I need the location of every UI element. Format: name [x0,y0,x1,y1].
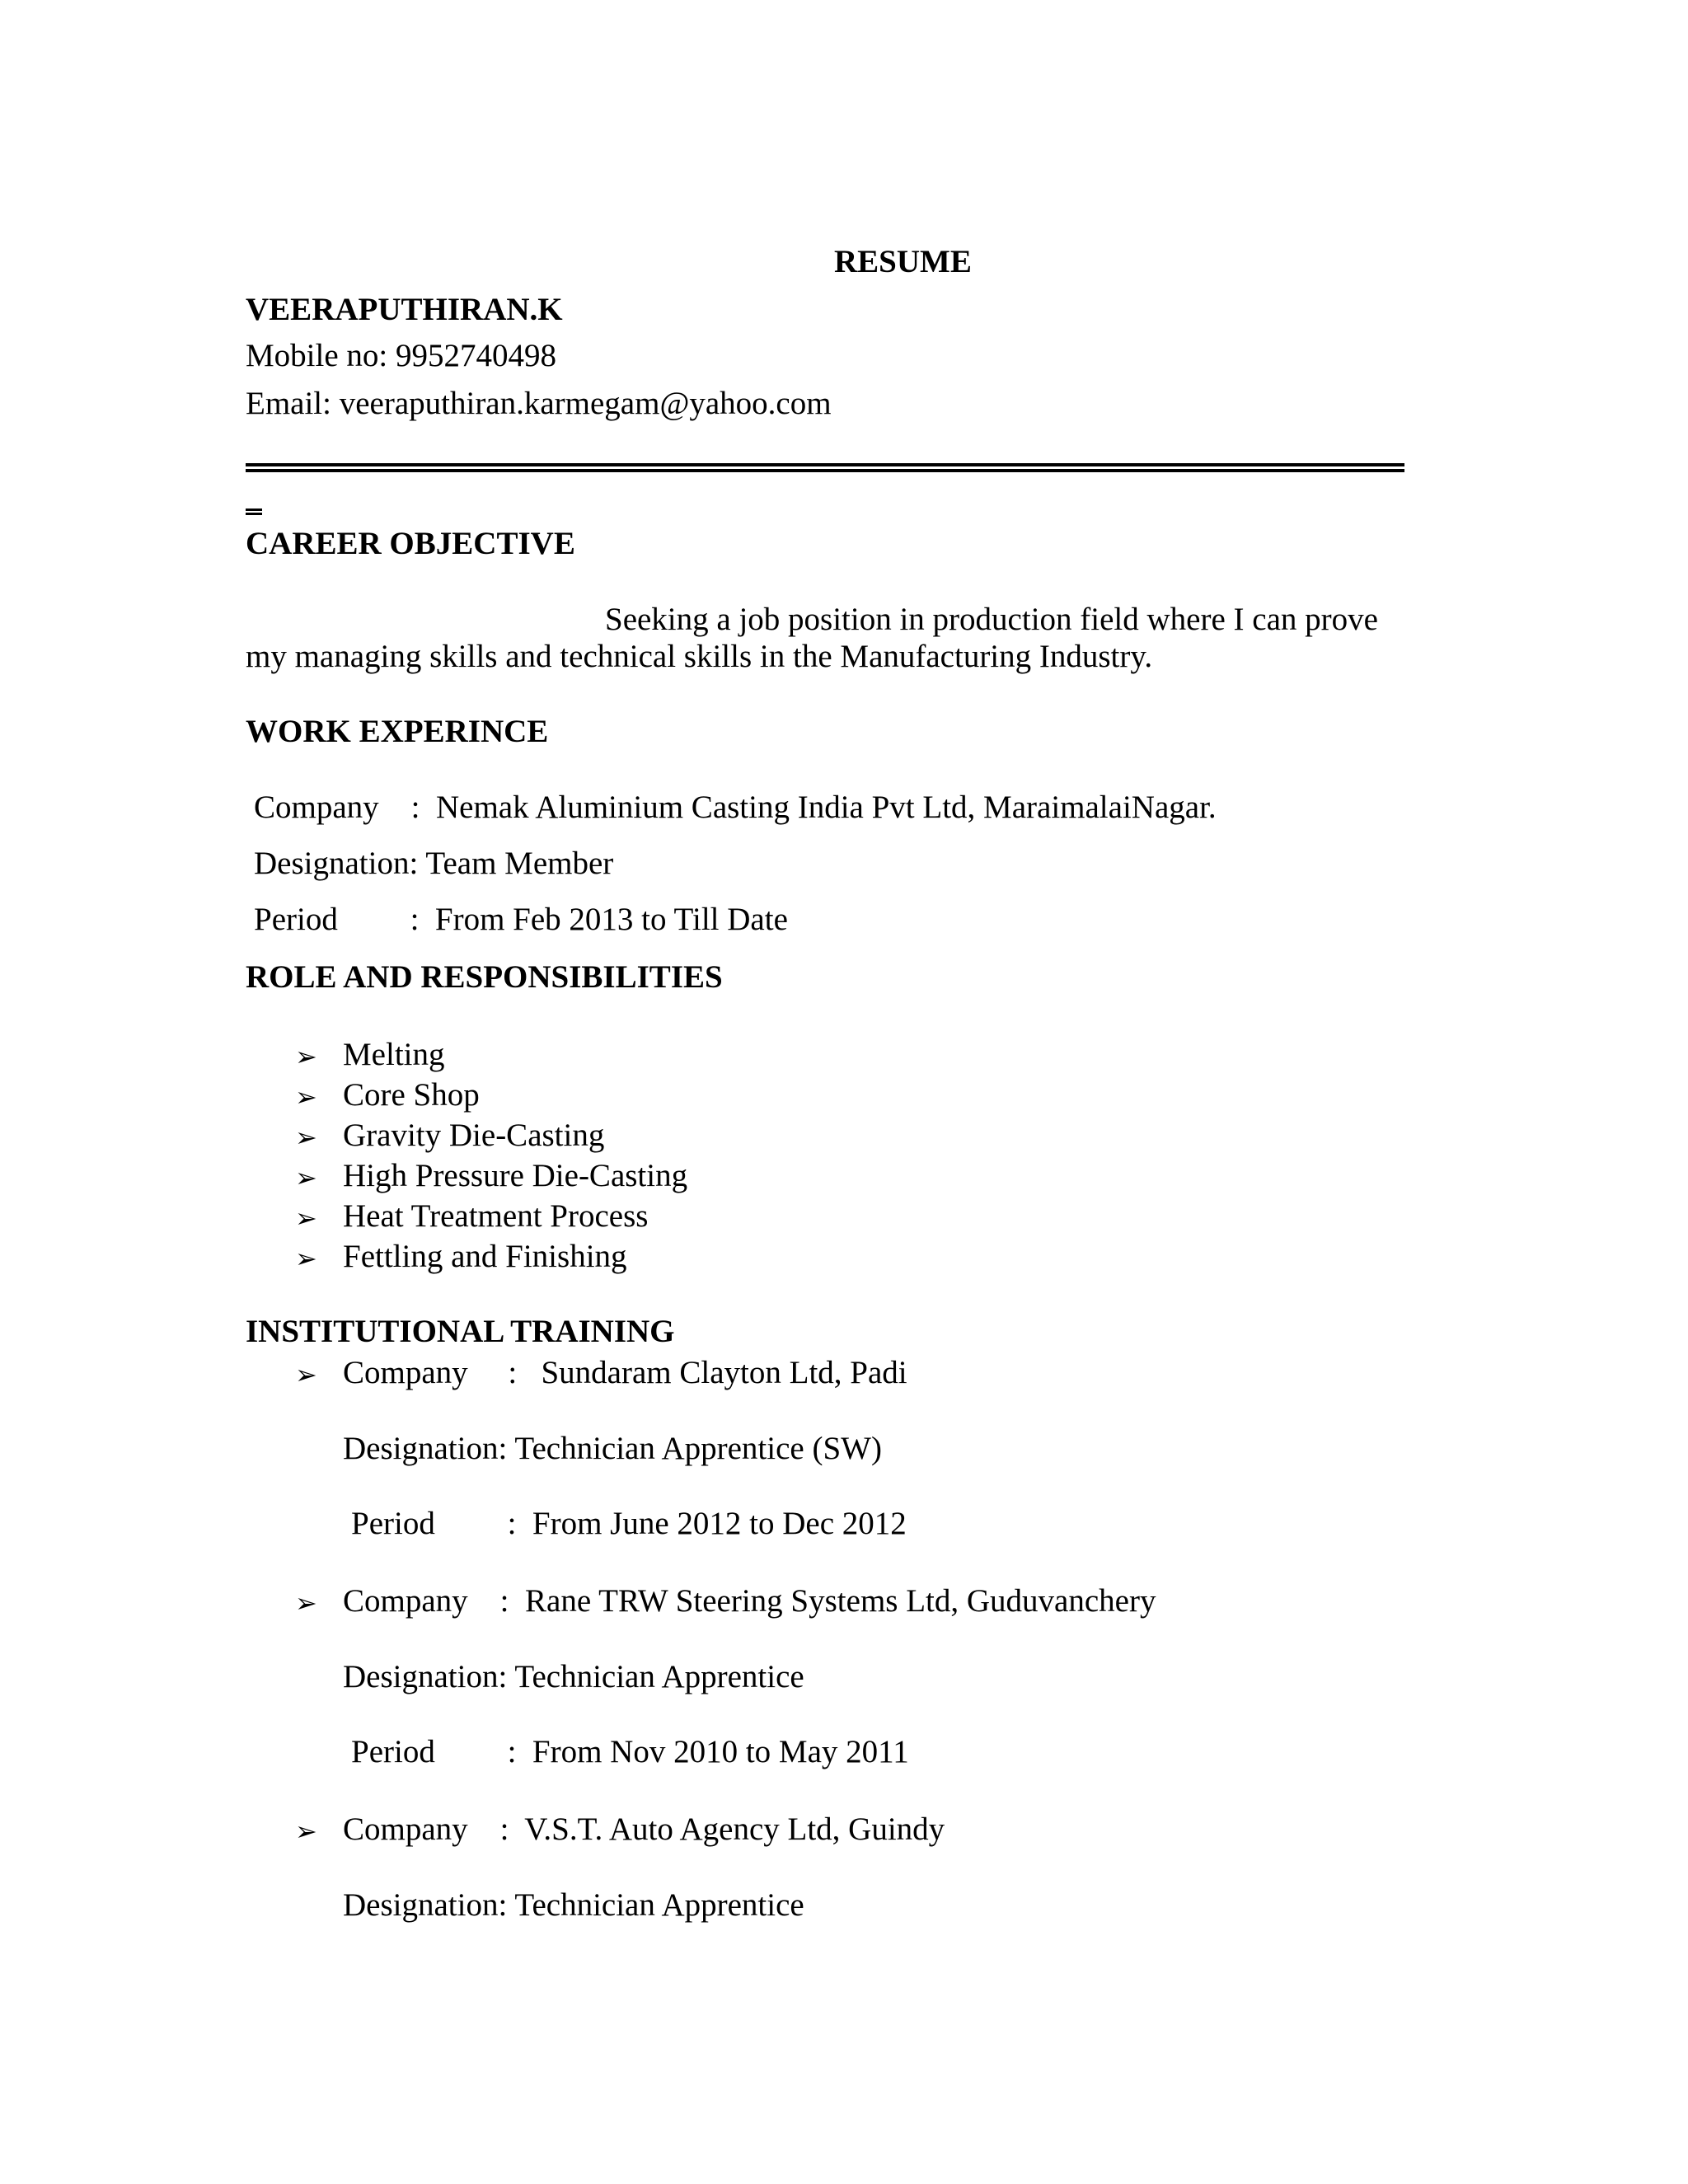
arrow-bullet-icon: ➢ [295,1816,317,1847]
career-objective-line-2: my managing skills and technical skills in the Manufacturing Industry. [246,639,1153,674]
candidate-name: VEERAPUTHIRAN.K [246,292,563,327]
document-title: RESUME [834,244,972,279]
role-item: Melting [343,1037,445,1072]
training-company: Company : Rane TRW Steering Systems Ltd, Guduvanchery [343,1583,1156,1619]
training-period: Period : From June 2012 to Dec 2012 [351,1506,907,1541]
mobile-number: Mobile no: 9952740498 [246,338,556,373]
role-item: Fettling and Finishing [343,1239,627,1274]
header-divider-bottom [246,469,1404,472]
work-designation: Designation: Team Member [254,846,614,881]
training-designation: Designation: Technician Apprentice [343,1887,804,1923]
roles-heading: ROLE AND RESPONSIBILITIES [246,959,723,995]
arrow-bullet-icon: ➢ [295,1359,317,1390]
role-item: High Pressure Die-Casting [343,1158,688,1193]
training-heading: INSTITUTIONAL TRAINING [246,1314,675,1349]
role-item: Gravity Die-Casting [343,1118,605,1153]
arrow-bullet-icon: ➢ [295,1202,317,1234]
arrow-bullet-icon: ➢ [295,1041,317,1072]
short-divider-lower [246,513,262,515]
arrow-bullet-icon: ➢ [295,1162,317,1193]
training-company: Company : Sundaram Clayton Ltd, Padi [343,1355,907,1390]
arrow-bullet-icon: ➢ [295,1587,317,1619]
header-divider-top [246,463,1404,466]
role-item: Heat Treatment Process [343,1198,649,1234]
work-company: Company : Nemak Aluminium Casting India Pvt Ltd, MaraimalaiNagar. [254,790,1217,825]
role-item: Core Shop [343,1077,480,1113]
work-period: Period : From Feb 2013 to Till Date [254,902,788,937]
career-objective-line-1: Seeking a job position in production field where I can prove [605,602,1378,637]
training-period: Period : From Nov 2010 to May 2011 [351,1734,909,1769]
arrow-bullet-icon: ➢ [295,1243,317,1274]
arrow-bullet-icon: ➢ [295,1081,317,1113]
training-designation: Designation: Technician Apprentice (SW) [343,1431,882,1466]
short-divider [246,509,262,511]
email-address: Email: veeraputhiran.karmegam@yahoo.com [246,386,832,421]
arrow-bullet-icon: ➢ [295,1122,317,1153]
training-designation: Designation: Technician Apprentice [343,1659,804,1694]
career-objective-heading: CAREER OBJECTIVE [246,526,575,561]
work-experience-heading: WORK EXPERINCE [246,714,549,749]
training-company: Company : V.S.T. Auto Agency Ltd, Guindy [343,1811,945,1847]
